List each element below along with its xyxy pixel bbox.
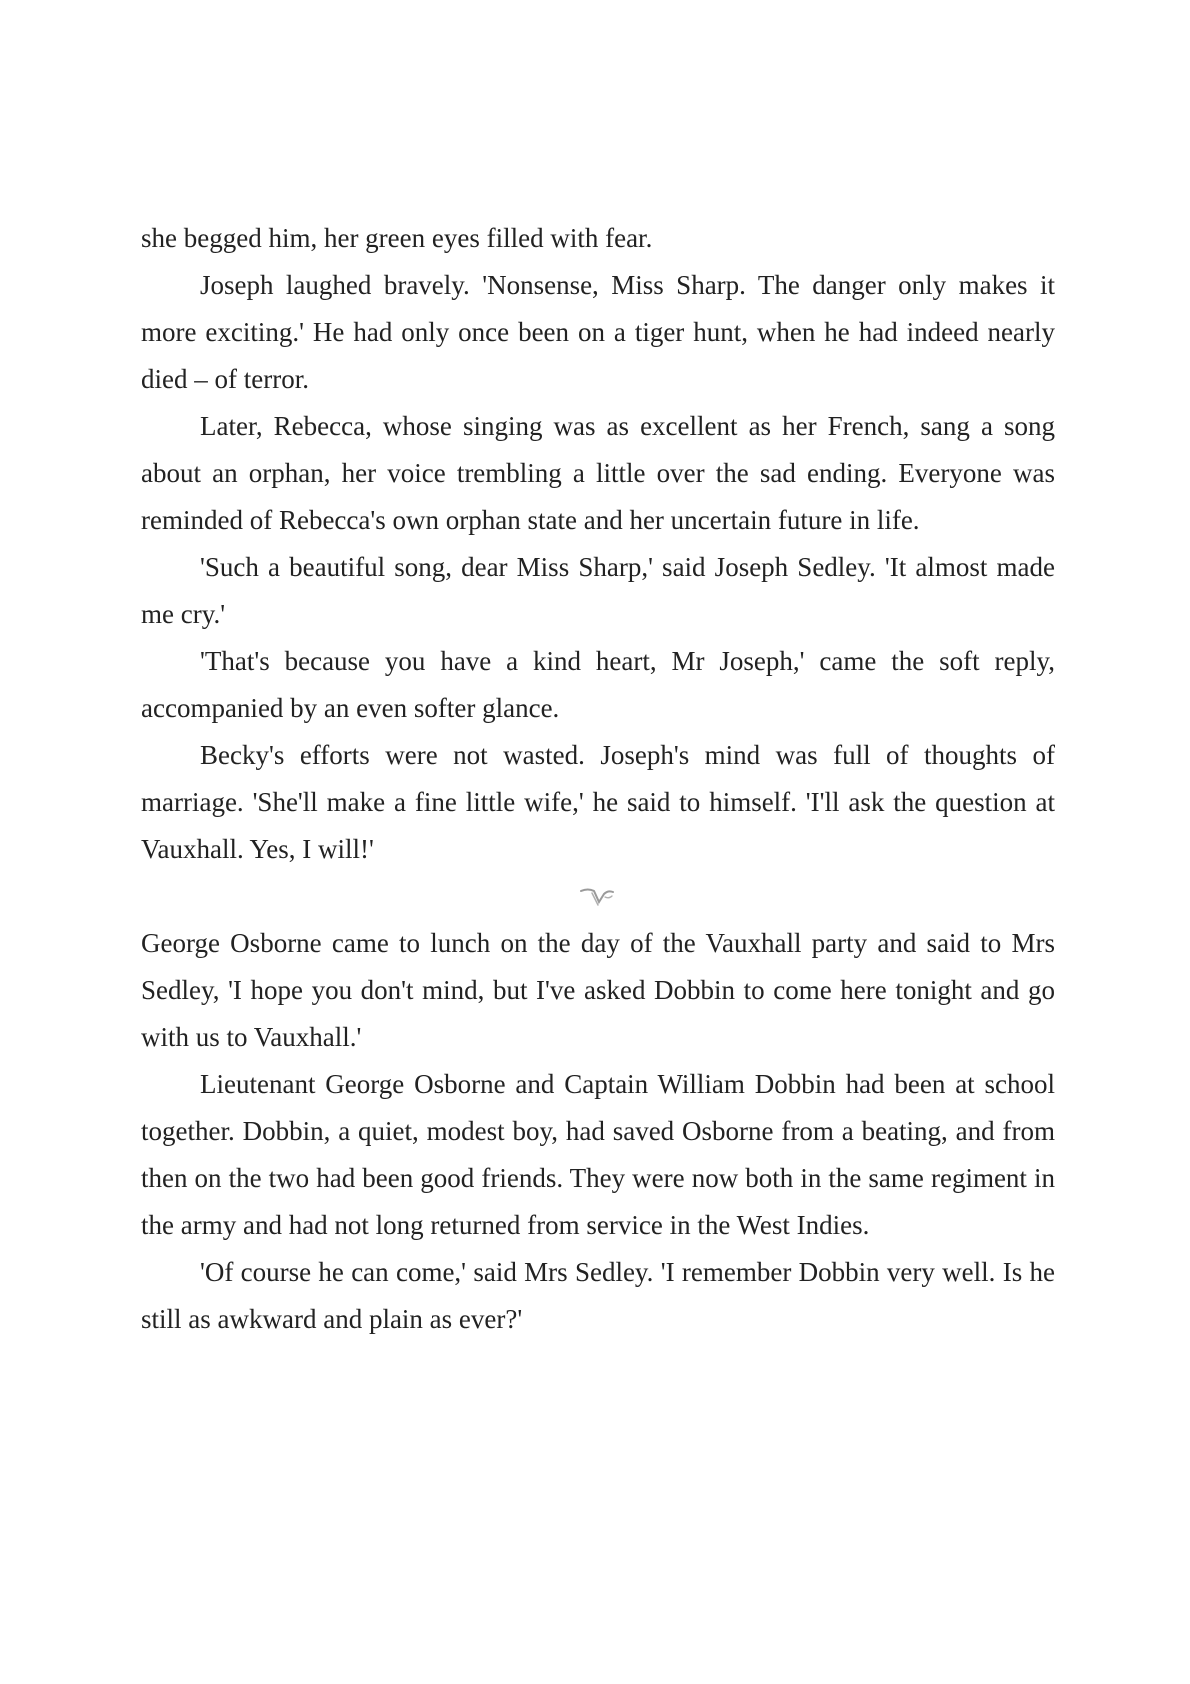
paragraph: Joseph laughed bravely. 'Nonsense, Miss Sharp. The danger only makes it more exciting.' He had only once been on a tiger hunt, when he had indeed nearly died – of terror.: [141, 270, 1055, 394]
paragraph: 'Such a beautiful song, dear Miss Sharp,' said Joseph Sedley. 'It almost made me cry.': [141, 552, 1055, 629]
paragraph: 'Of course he can come,' said Mrs Sedley. 'I remember Dobbin very well. Is he still as awkward and plain as ever?': [141, 1257, 1055, 1334]
page-body: [141, 215, 1055, 1343]
section-break-ornament-icon: [578, 885, 618, 909]
paragraph: she begged him, her green eyes filled with fear.: [141, 223, 653, 253]
paragraph: George Osborne came to lunch on the day of the Vauxhall party and said to Mrs Sedley, 'I hope you don't mind, but I've asked Dobbin to come here tonight and go with us to Vauxhall.': [141, 928, 1055, 1052]
paragraph: Becky's efforts were not wasted. Joseph's mind was full of thoughts of marriage. 'She'll make a fine little wife,' he said to himself. 'I'll ask the question at Vauxhall. Yes, I will!': [141, 740, 1055, 864]
paragraph: 'That's because you have a kind heart, Mr Joseph,' came the soft reply, accompanied by an even softer glance.: [141, 646, 1055, 723]
section-break: [141, 873, 1055, 920]
paragraph: Lieutenant George Osborne and Captain William Dobbin had been at school together. Dobbin, a quiet, modest boy, had saved Osborne from a beating, and from then on the two had been good friends. They were now both in the same regiment in the army and had not long returned from service in the West Indies.: [141, 1069, 1055, 1240]
paragraph: Later, Rebecca, whose singing was as excellent as her French, sang a song about an orphan, her voice trembling a little over the sad ending. Everyone was reminded of Rebecca's own orphan state and her uncertain future in life.: [141, 411, 1055, 535]
